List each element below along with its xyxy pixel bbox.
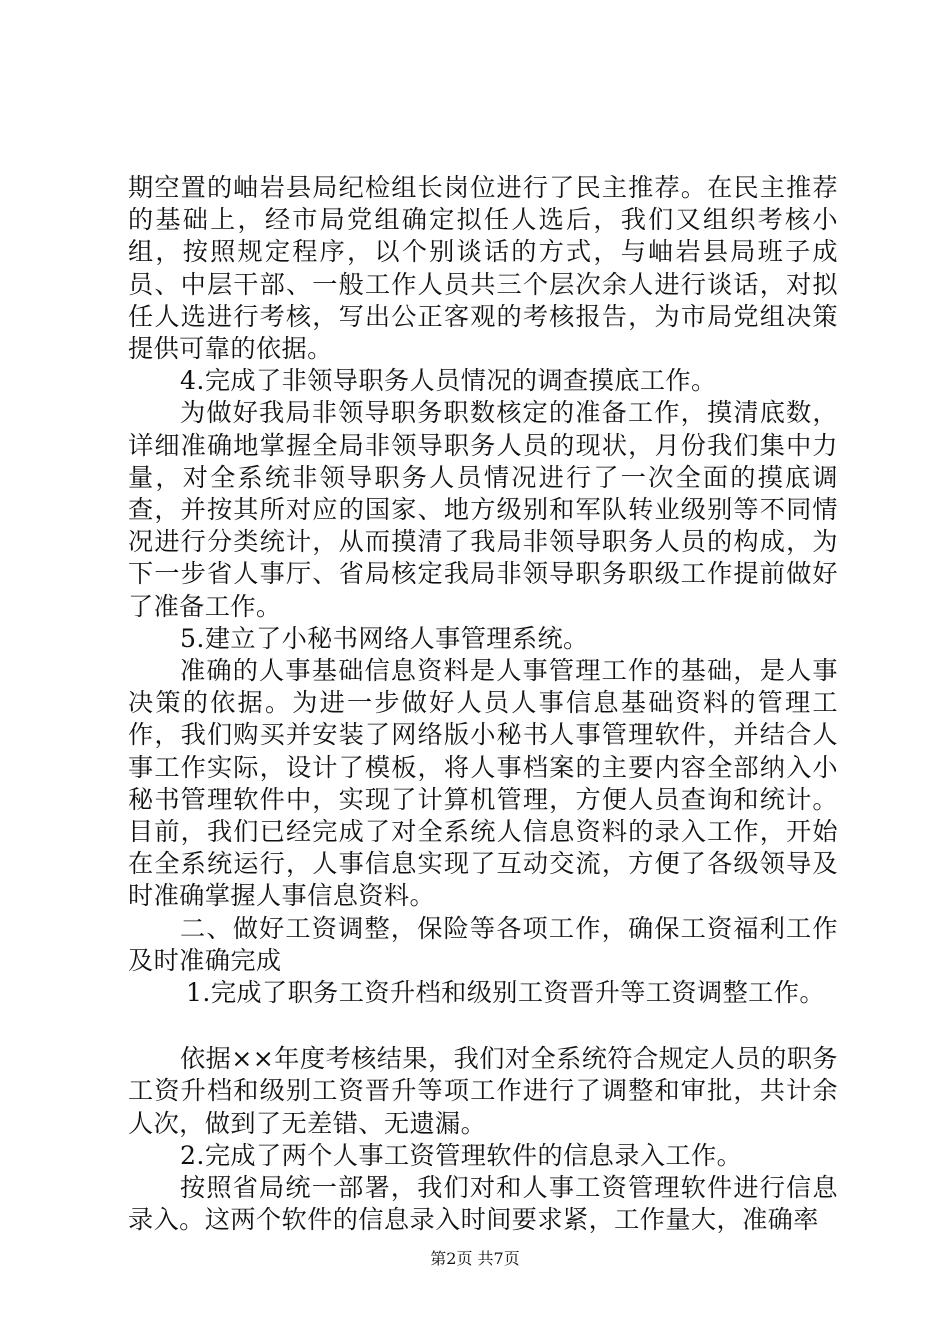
paragraph-software-entry: 按照省局统一部署，我们对和人事工资管理软件进行信息录入。这两个软件的信息录入时间要求紧，工作量大，准确率 [128,1173,838,1235]
subheading-4: 4.完成了非领导职务人员情况的调查摸底工作。 [180,366,717,396]
subheading-2: 2.完成了两个人事工资管理软件的信息录入工作。 [180,1140,743,1170]
subheading-1: 1.完成了职务工资升档和级别工资晋升等工资调整工作。 [186,978,825,1008]
section-heading-2: 二、做好工资调整，保险等各项工作，确保工资福利工作及时准确完成 [128,913,838,975]
subheading-5: 5.建立了小秘书网络人事管理系统。 [180,623,589,653]
paragraph-salary-adjustment: 依据××年度考核结果，我们对全系统符合规定人员的职务工资升档和级别工资晋升等项工作进行了调整和审批，共计余人次，做到了无差错、无遗漏。 [128,1044,838,1138]
document-body [128,172,838,1237]
paragraph-hr-system: 准确的人事基础信息资料是人事管理工作的基础，是人事决策的依据。为进一步做好人员人事信息基础资料的管理工作，我们购买并安装了网络版小秘书人事管理软件，并结合人事工作实际，设计了模板，将人事档案的主要内容全部纳入小秘书管理软件中，实现了计算机管理，方便人员查询和统计。目前，我们已经完成了对全系统人信息资料的录入工作，开始在全系统运行，人事信息实现了互动交流，方便了各级领导及时准确掌握人事信息资料。 [128,656,838,911]
paragraph-non-leadership-survey: 为做好我局非领导职务职数核定的准备工作，摸清底数，详细准确地掌握全局非领导职务人员的现状，月份我们集中力量，对全系统非领导职务人员情况进行了一次全面的摸底调查，并按其所对应的国家、地方级别和军队转业级别等不同情况进行分类统计，从而摸清了我局非领导职务人员的构成，为下一步省人事厅、省局核定我局非领导职务职级工作提前做好了准备工作。 [128,398,838,621]
page-number-footer: 第2页 共7页 [430,1249,520,1268]
paragraph-gap [128,1009,838,1043]
paragraph-continuation: 期空置的岫岩县局纪检组长岗位进行了民主推荐。在民主推荐的基础上，经市局党组确定拟任人选后，我们又组织考核小组，按照规定程序，以个别谈话的方式，与岫岩县局班子成员、中层干部、一般工作人员共三个层次余人进行谈话，对拟任人选进行考核，写出公正客观的考核报告，为市局党组决策提供可靠的依据。 [128,173,838,364]
